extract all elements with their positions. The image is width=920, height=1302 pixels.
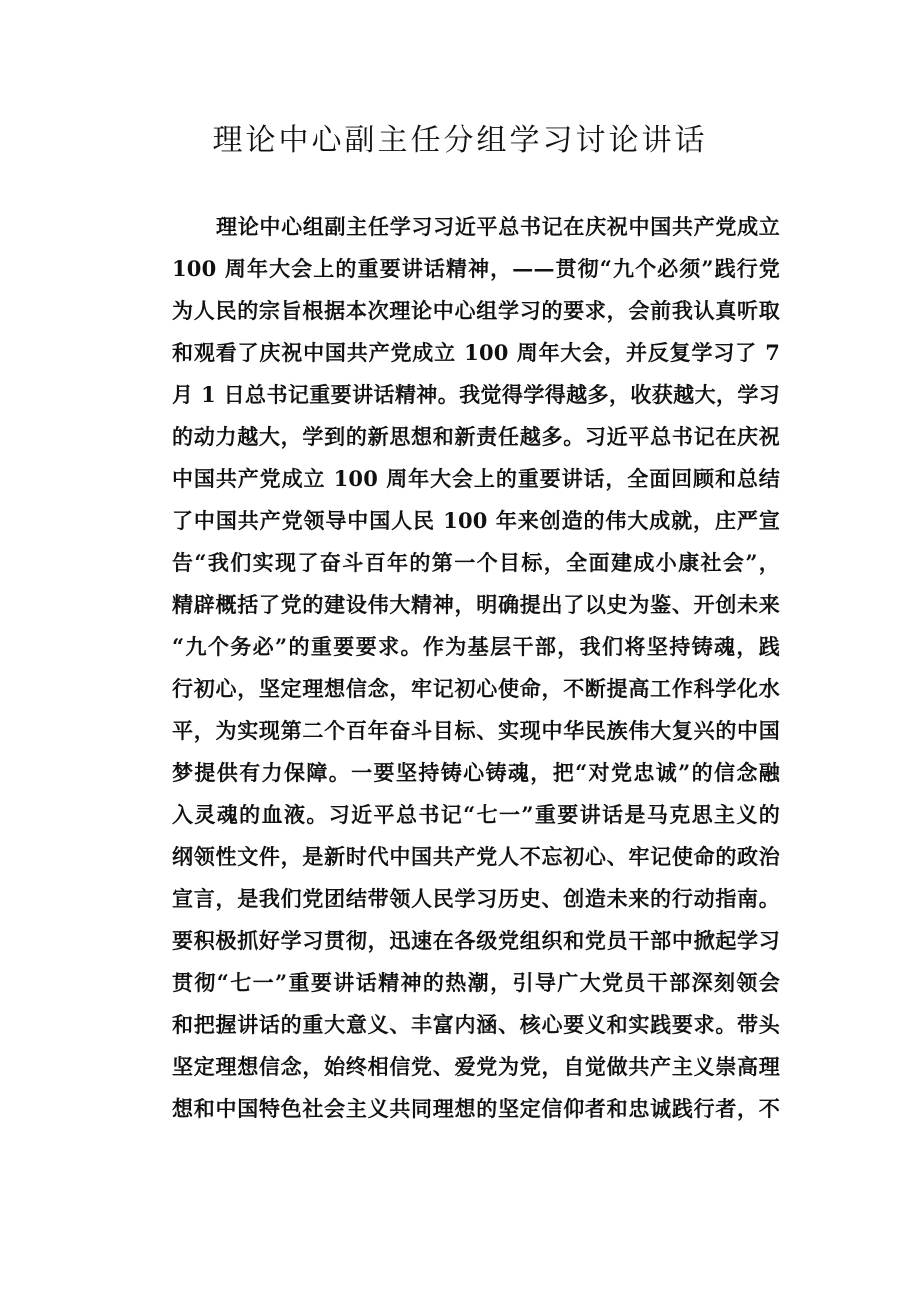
text-line: 宣言，是我们党团结带领人民学习历史、创造未来的行动指南。: [172, 886, 780, 911]
text-line: 梦提供有力保障。一要坚持铸心铸魂，把“对党忠诚”的信念融: [172, 760, 780, 785]
text-line: 告“我们实现了奋斗百年的第一个目标，全面建成小康社会”，: [172, 550, 780, 575]
body-paragraph: [172, 206, 780, 1130]
text-line: 理论中心组副主任学习习近平总书记在庆祝中国共产党成立: [216, 214, 780, 239]
text-line: 100 周年大会上的重要讲话精神，——贯彻“九个必须”践行党: [172, 256, 780, 281]
text-line: 和观看了庆祝中国共产党成立 100 周年大会，并反复学习了 7: [172, 340, 780, 365]
text-line: 月 1 日总书记重要讲话精神。我觉得学得越多，收获越大，学习: [172, 382, 780, 407]
text-line: 贯彻“七一”重要讲话精神的热潮，引导广大党员干部深刻领会: [172, 970, 780, 995]
text-line: 平，为实现第二个百年奋斗目标、实现中华民族伟大复兴的中国: [172, 718, 780, 743]
text-line: 要积极抓好学习贯彻，迅速在各级党组织和党员干部中掀起学习: [172, 928, 780, 953]
text-line: 为人民的宗旨根据本次理论中心组学习的要求，会前我认真听取: [172, 298, 780, 323]
text-line: 和把握讲话的重大意义、丰富内涵、核心要义和实践要求。带头: [172, 1012, 780, 1037]
text-line: 入灵魂的血液。习近平总书记“七一”重要讲话是马克思主义的: [172, 802, 780, 827]
text-line: 了中国共产党领导中国人民 100 年来创造的伟大成就，庄严宣: [172, 508, 780, 533]
text-line: “九个务必”的重要要求。作为基层干部，我们将坚持铸魂，践: [172, 634, 780, 659]
text-line: 的动力越大，学到的新思想和新责任越多。习近平总书记在庆祝: [172, 424, 780, 449]
document-title: 理论中心副主任分组学习讨论讲话: [212, 123, 708, 158]
text-line: 行初心，坚定理想信念，牢记初心使命，不断提高工作科学化水: [172, 676, 780, 701]
text-line: 想和中国特色社会主义共同理想的坚定信仰者和忠诚践行者，不: [172, 1096, 780, 1121]
text-line: 纲领性文件，是新时代中国共产党人不忘初心、牢记使命的政治: [172, 844, 780, 869]
text-line: 中国共产党成立 100 周年大会上的重要讲话，全面回顾和总结: [172, 466, 780, 491]
text-line: 坚定理想信念，始终相信党、爱党为党，自觉做共产主义崇高理: [172, 1054, 780, 1079]
text-line: 精辟概括了党的建设伟大精神，明确提出了以史为鉴、开创未来: [172, 592, 780, 617]
